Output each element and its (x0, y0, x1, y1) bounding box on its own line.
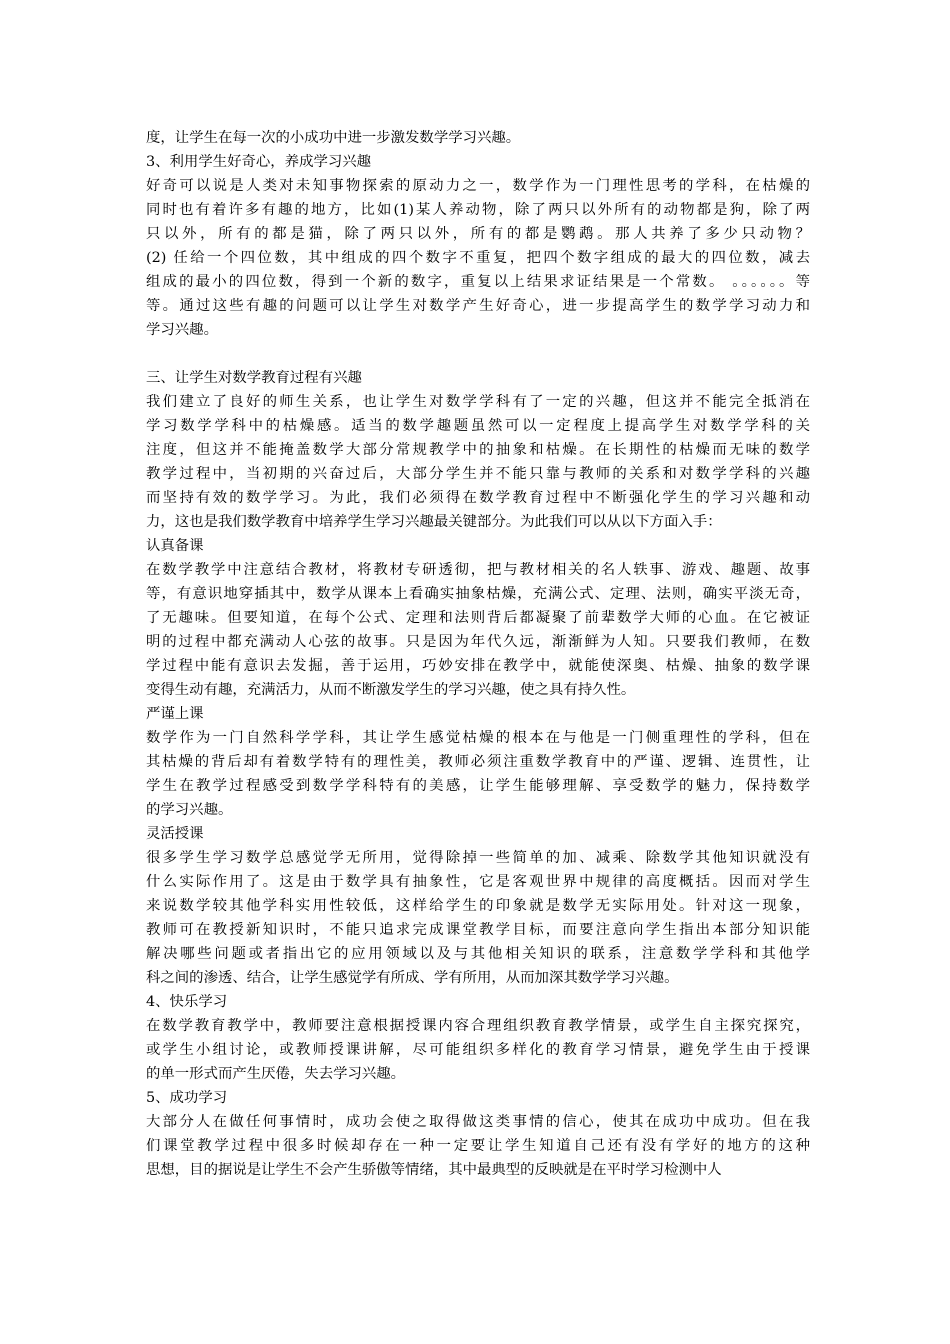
paragraph (146, 558, 810, 702)
section-heading (146, 702, 810, 726)
paragraph-line: 在数学教育教学中，教师要注意根据授课内容合理组织教育教学情景，或学生自主探究探究， (146, 1018, 810, 1034)
paragraph-line: 学生在教学过程感受到数学学科特有的美感，让学生能够理解、享受数学的魅力，保持数学 (146, 778, 810, 794)
heading-text: 3、利用学生好奇心，养成学习兴趣 (146, 154, 372, 170)
paragraph (146, 726, 810, 822)
paragraph-line: 解决哪些问题或者指出它的应用领域以及与其他相关知识的联系，注意数学学科和其他学 (146, 946, 810, 962)
section-heading (146, 534, 810, 558)
heading-text: 5、成功学习 (146, 1090, 228, 1106)
section-heading (146, 990, 810, 1014)
paragraph (146, 126, 810, 150)
heading-text: 三、让学生对数学教育过程有兴趣 (146, 370, 362, 386)
paragraph (146, 1110, 810, 1182)
paragraph-line: 等。通过这些有趣的问题可以让学生对数学产生好奇心，进一步提高学生的数学学习动力和 (146, 298, 810, 314)
paragraph-line: 组成的最小的四位数，得到一个新的数字，重复以上结果求证结果是一个常数。 。。。。。。等 (146, 274, 810, 290)
section-heading (146, 150, 810, 174)
paragraph-line: 的学习兴趣。 (146, 802, 233, 818)
blank-line (146, 342, 810, 366)
paragraph-line: 明的过程中都充满动人心弦的故事。只是因为年代久远，渐渐鲜为人知。只要我们教师，在数 (146, 634, 810, 650)
paragraph-line: 思想，目的据说是让学生不会产生骄傲等情绪，其中最典型的反映就是在平时学习检测中人 (146, 1162, 722, 1178)
paragraph-line: 度，让学生在每一次的小成功中进一步激发数学学习兴趣。 (146, 130, 521, 146)
paragraph-line: 科之间的渗透、结合，让学生感觉学有所成、学有所用，从而加深其数学学习兴趣。 (146, 970, 679, 986)
paragraph-line: 学过程中能有意识去发掘，善于运用，巧妙安排在教学中，就能使深奥、枯燥、抽象的数学课 (146, 658, 810, 674)
section-heading (146, 366, 810, 390)
section-heading (146, 1086, 810, 1110)
paragraph (146, 174, 810, 342)
paragraph-line: 在数学教学中注意结合教材，将教材专研透彻，把与教材相关的名人轶事、游戏、趣题、故事 (146, 562, 810, 578)
paragraph (146, 1014, 810, 1086)
paragraph-line: 或学生小组讨论，或教师授课讲解，尽可能组织多样化的教育学习情景，避免学生由于授课 (146, 1042, 810, 1058)
paragraph-line: 只以外，所有的都是猫，除了两只以外，所有的都是鹦鹉。那人共养了多少只动物？ (146, 226, 810, 242)
paragraph-line: 什么实际作用了。这是由于数学具有抽象性，它是客观世界中规律的高度概括。因而对学生 (146, 874, 810, 890)
heading-text: 4、快乐学习 (146, 994, 228, 1010)
paragraph (146, 846, 810, 990)
paragraph-line: 学习数学学科中的枯燥感。适当的数学趣题虽然可以一定程度上提高学生对数学学科的关 (146, 418, 810, 434)
paragraph-line: 等，有意识地穿插其中，数学从课本上看确实抽象枯燥，充满公式、定理、法则，确实平淡无奇， (146, 586, 810, 602)
paragraph-line: 大部分人在做任何事情时，成功会使之取得做这类事情的信心，使其在成功中成功。但在我 (146, 1114, 810, 1130)
paragraph-line: 而坚持有效的数学学习。为此，我们必须得在数学教育过程中不断强化学生的学习兴趣和动 (146, 490, 810, 506)
paragraph-line: 注度，但这并不能掩盖数学大部分常规教学中的抽象和枯燥。在长期性的枯燥而无味的数学 (146, 442, 810, 458)
heading-text: 认真备课 (146, 538, 204, 554)
paragraph-line: 数学作为一门自然科学学科，其让学生感觉枯燥的根本在与他是一门侧重理性的学科，但在 (146, 730, 810, 746)
paragraph-line: 们课堂教学过程中很多时候却存在一种一定要让学生知道自己还有没有学好的地方的这种 (146, 1138, 810, 1154)
paragraph-line: 很多学生学习数学总感觉学无所用，觉得除掉一些简单的加、减乘、除数学其他知识就没有 (146, 850, 810, 866)
paragraph-line: 了无趣味。但要知道，在每个公式、定理和法则背后都凝聚了前辈数学大师的心血。在它被证 (146, 610, 810, 626)
paragraph-line: (2) 任给一个四位数，其中组成的四个数字不重复，把四个数字组成的最大的四位数，减去 (146, 250, 810, 266)
heading-text: 灵活授课 (146, 826, 204, 842)
paragraph-line: 教学过程中，当初期的兴奋过后，大部分学生并不能只靠与教师的关系和对数学学科的兴趣 (146, 466, 810, 482)
heading-text: 严谨上课 (146, 706, 204, 722)
paragraph (146, 390, 810, 534)
paragraph-line: 教师可在教授新知识时，不能只追求完成课堂教学目标，而要注意向学生指出本部分知识能 (146, 922, 810, 938)
paragraph-line: 学习兴趣。 (146, 322, 218, 338)
paragraph-line: 力，这也是我们数学教育中培养学生学习兴趣最关键部分。为此我们可以从以下方面入手： (146, 514, 722, 530)
paragraph-line: 变得生动有趣，充满活力，从而不断激发学生的学习兴趣，使之具有持久性。 (146, 682, 636, 698)
paragraph-line: 的单一形式而产生厌倦，失去学习兴趣。 (146, 1066, 406, 1082)
paragraph-line: 其枯燥的背后却有着数学特有的理性美，教师必须注重数学教育中的严谨、逻辑、连贯性，让 (146, 754, 810, 770)
section-heading (146, 822, 810, 846)
paragraph-line: 好奇可以说是人类对未知事物探索的原动力之一，数学作为一门理性思考的学科，在枯燥的 (146, 178, 810, 194)
paragraph-line: 同时也有着许多有趣的地方，比如(1)某人养动物，除了两只以外所有的动物都是狗，除了两 (146, 202, 810, 218)
paragraph-line: 来说数学较其他学科实用性较低，这样给学生的印象就是数学无实际用处。针对这一现象， (146, 898, 810, 914)
document-page (146, 126, 810, 1182)
paragraph-line: 我们建立了良好的师生关系，也让学生对数学学科有了一定的兴趣，但这并不能完全抵消在 (146, 394, 810, 410)
